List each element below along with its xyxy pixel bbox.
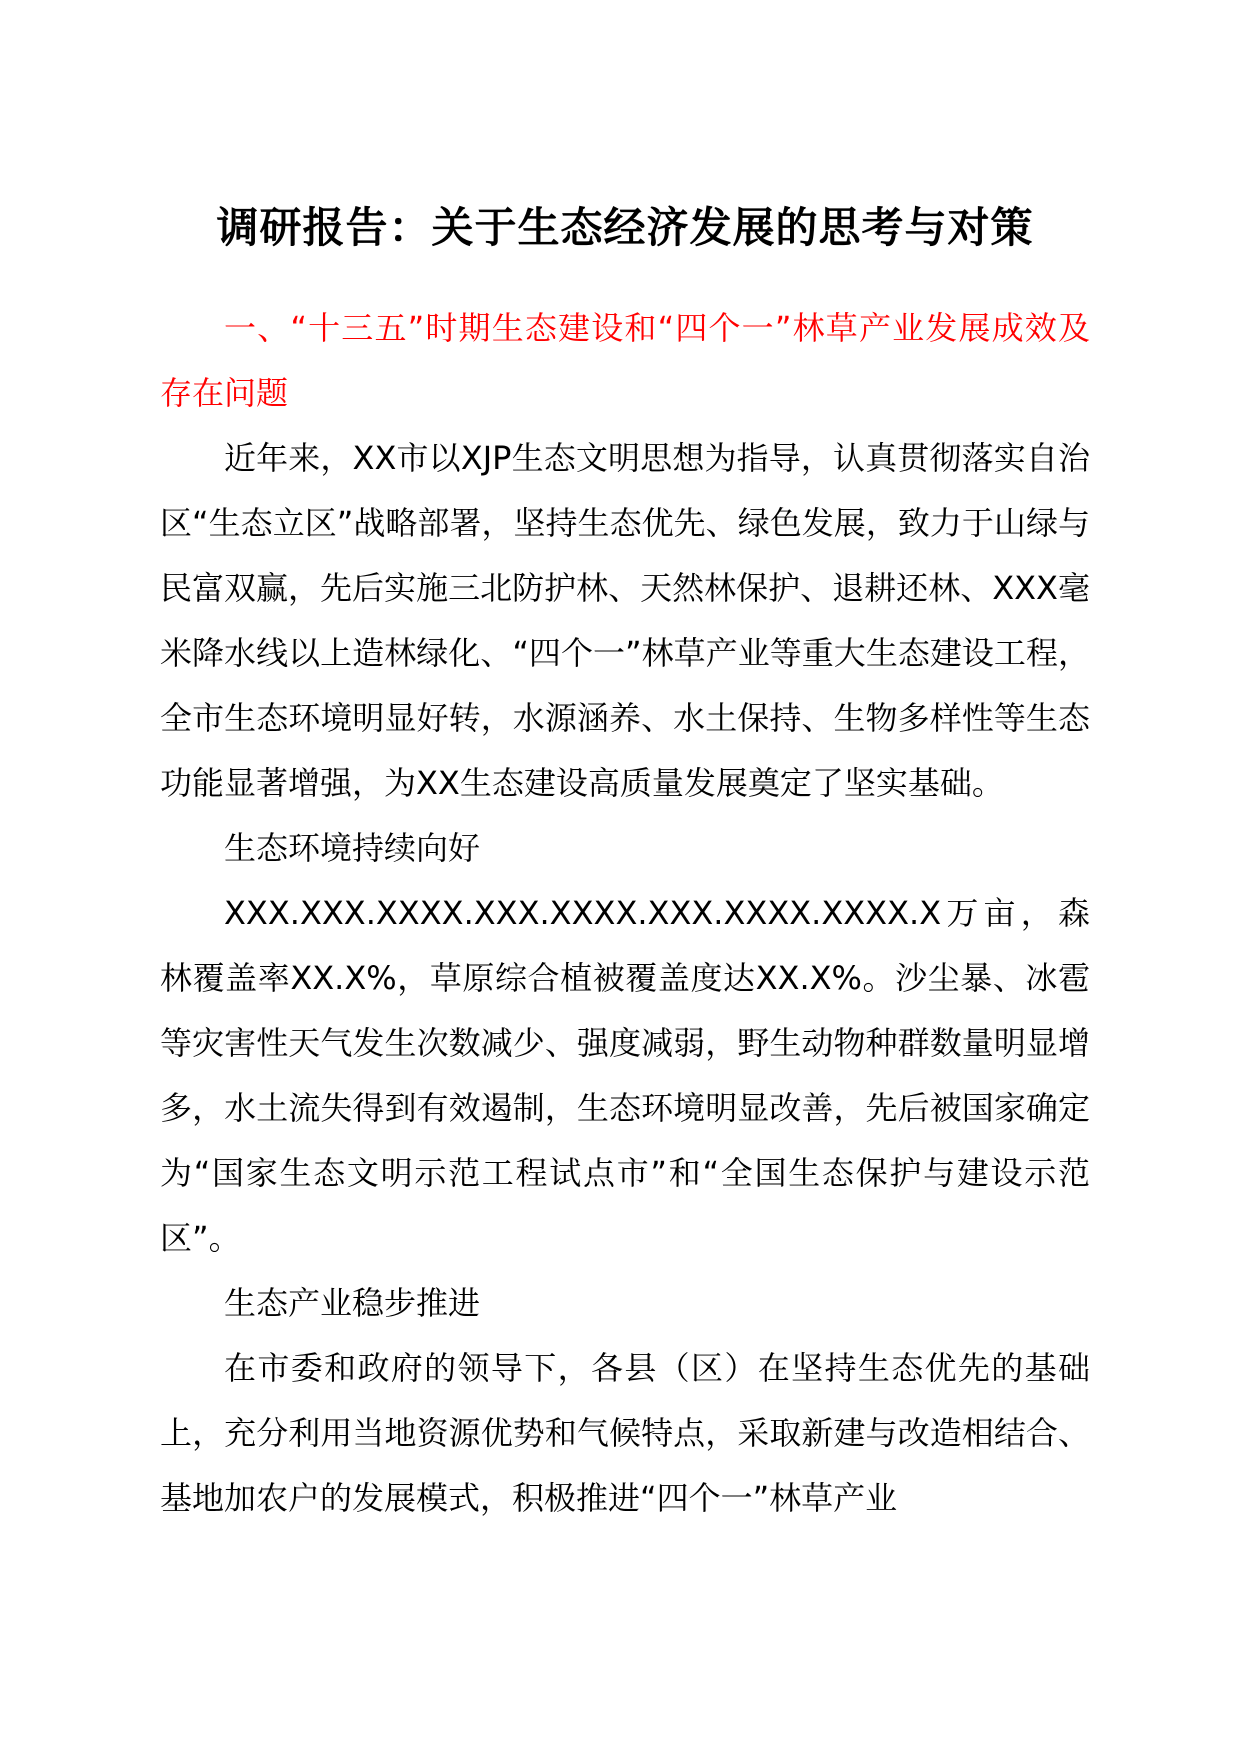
subheading-industry: 生态产业稳步推进 [224,1284,481,1322]
paragraph-industry: 在市委和政府的领导下，各县（区）在坚持生态优先的基础上，充分利用当地资源优势和气候特点，采取新建与改造相结合、基地加农户的发展模式，积极推进“四个一”林草产业 [160,1349,1090,1517]
paragraph-intro: 近年来，XX市以XJP生态文明思想为指导，认真贯彻落实自治区“生态立区”战略部署，坚持生态优先、绿色发展，致力于山绿与民富双赢，先后实施三北防护林、天然林保护、退耕还林、XXX毫米降水线以上造林绿化、“四个一”林草产业等重大生态建设工程，全市生态环境明显好转，水源涵养、水土保持、生物多样性等生态功能显著增强，为XX生态建设高质量发展奠定了坚实基础。 [160,439,1090,802]
section-heading: 一、“十三五”时期生态建设和“四个一”林草产业发展成效及存在问题 [160,309,1090,412]
paragraph-ecology: XXX.XXX.XXXX.XXX.XXXX.XXX.XXXX.XXXX.X万亩，森林覆盖率XX.X%，草原综合植被覆盖度达XX.X%。沙尘暴、冰雹等灾害性天气发生次数减少、强度减弱，野生动物种群数量明显增多，水土流失得到有效遏制，生态环境明显改善，先后被国家确定为“国家生态文明示范工程试点市”和“全国生态保护与建设示范区”。 [160,894,1090,1257]
subheading-ecology: 生态环境持续向好 [224,829,481,867]
document-title: 调研报告：关于生态经济发展的思考与对策 [216,203,1034,252]
document-body [160,296,1090,1531]
